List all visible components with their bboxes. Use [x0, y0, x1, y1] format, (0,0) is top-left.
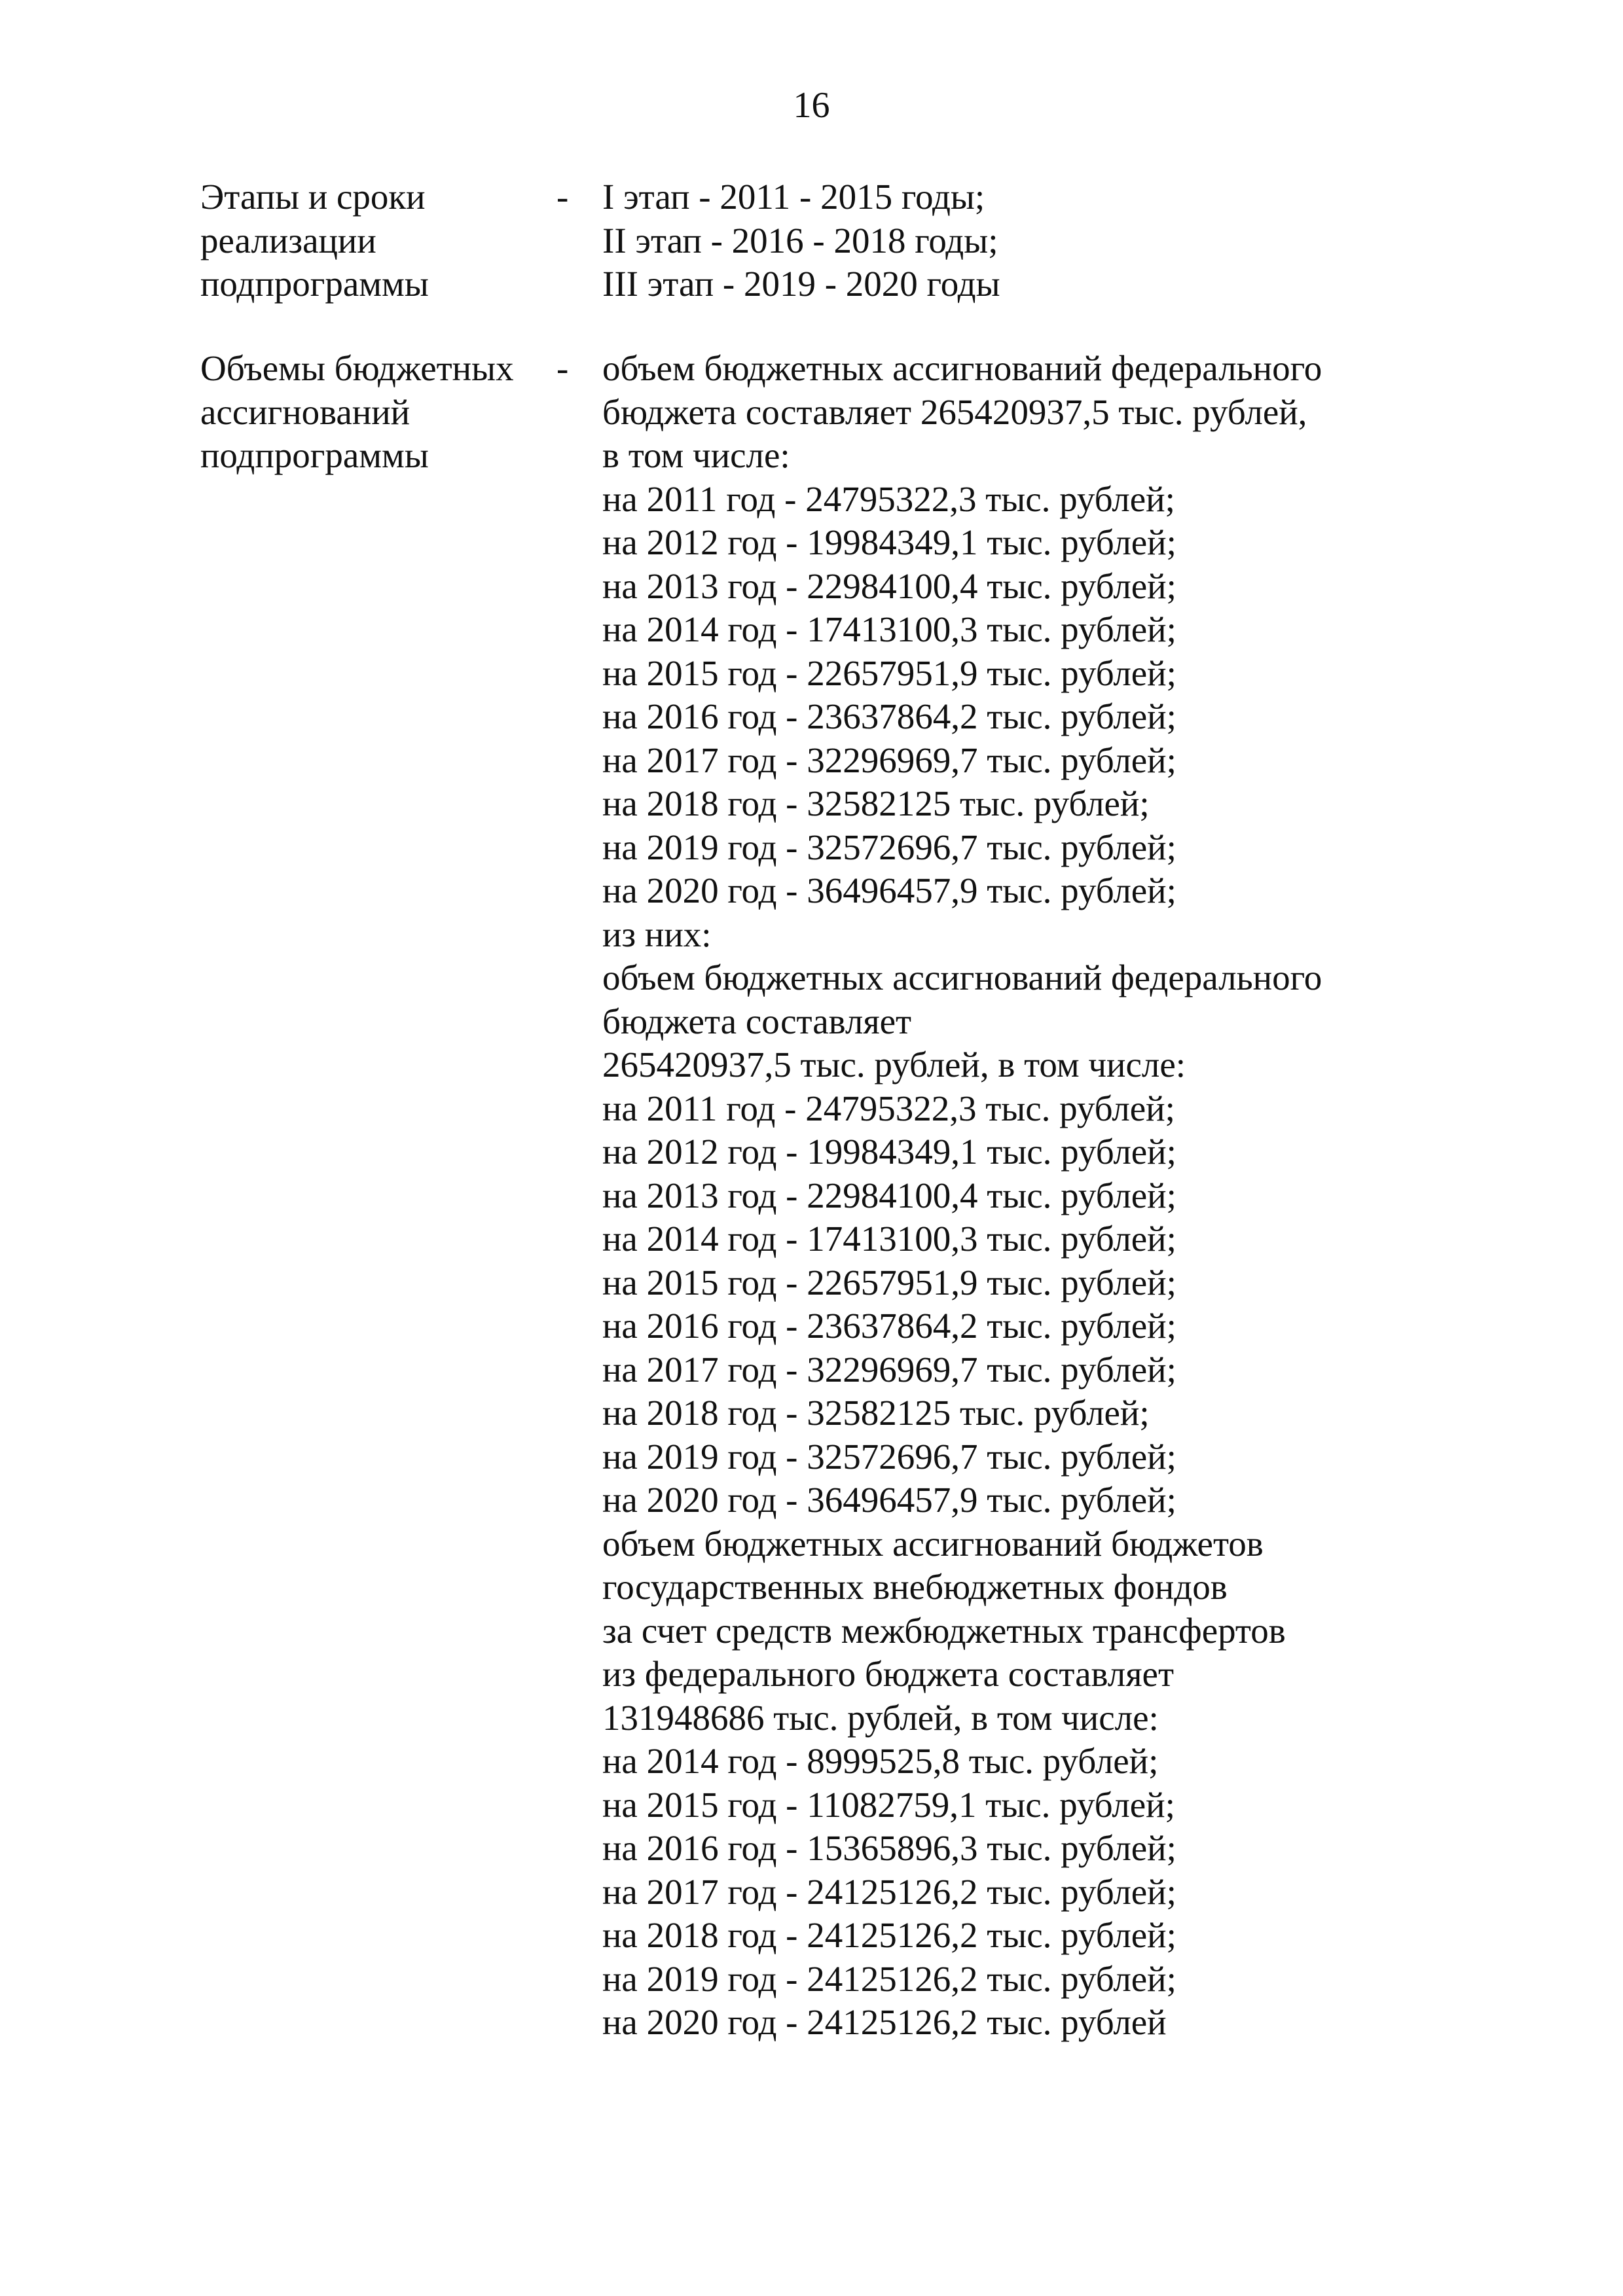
text-line: 131948686 тыс. рублей, в том числе: [602, 1697, 1159, 1738]
stages-label-line: подпрограммы [200, 264, 429, 304]
text-line: на 2011 год - 24795322,3 тыс. рублей; [602, 478, 1175, 519]
text-line: на 2019 год - 32572696,7 тыс. рублей; [602, 1436, 1176, 1477]
text-line: на 2015 год - 22657951,9 тыс. рублей; [602, 653, 1176, 693]
stages-dash: - [556, 177, 569, 217]
text-line: на 2016 год - 23637864,2 тыс. рублей; [602, 696, 1176, 736]
text-line: I этап - 2011 - 2015 годы; [602, 177, 985, 217]
text-line: из них: [602, 914, 712, 954]
text-line: на 2018 год - 32582125 тыс. рублей; [602, 783, 1150, 823]
text-line: на 2020 год - 36496457,9 тыс. рублей; [602, 1480, 1176, 1520]
stages-label-line: реализации [200, 220, 376, 260]
text-line: в том числе: [602, 435, 790, 475]
text-line: на 2018 год - 32582125 тыс. рублей; [602, 1393, 1150, 1433]
text-line: бюджета составляет [602, 1001, 912, 1041]
page-number: 16 [793, 85, 830, 126]
budget-label [200, 347, 541, 478]
text-line: III этап - 2019 - 2020 годы [602, 264, 1000, 304]
text-line: на 2017 год - 32296969,7 тыс. рублей; [602, 1349, 1176, 1390]
budget-label-line: Объемы бюджетных [200, 348, 514, 388]
text-line: из федерального бюджета составляет [602, 1654, 1174, 1694]
text-line: на 2015 год - 11082759,1 тыс. рублей; [602, 1784, 1175, 1825]
text-line: на 2017 год - 32296969,7 тыс. рублей; [602, 740, 1176, 780]
text-line: на 2013 год - 22984100,4 тыс. рублей; [602, 565, 1176, 606]
text-line: бюджета составляет 265420937,5 тыс. рублей, [602, 391, 1307, 432]
text-line: объем бюджетных ассигнований федерального [602, 348, 1322, 388]
text-line: на 2020 год - 24125126,2 тыс. рублей [602, 2002, 1167, 2042]
text-line: на 2019 год - 32572696,7 тыс. рублей; [602, 827, 1176, 867]
text-line: объем бюджетных ассигнований бюджетов [602, 1523, 1264, 1564]
text-line: на 2013 год - 22984100,4 тыс. рублей; [602, 1175, 1176, 1215]
text-line: объем бюджетных ассигнований федерального [602, 958, 1322, 997]
budget-label-line: ассигнований [200, 391, 410, 432]
budget-label-line: подпрограммы [200, 435, 429, 475]
text-line: на 2017 год - 24125126,2 тыс. рублей; [602, 1871, 1176, 1912]
text-line: государственных внебюджетных фондов [602, 1567, 1228, 1607]
text-line: на 2012 год - 19984349,1 тыс. рублей; [602, 1132, 1176, 1172]
budget-content [602, 347, 1453, 2045]
text-line: на 2014 год - 17413100,3 тыс. рублей; [602, 1219, 1176, 1259]
text-line: на 2018 год - 24125126,2 тыс. рублей; [602, 1915, 1176, 1955]
stages-label [200, 175, 541, 306]
text-line: на 2020 год - 36496457,9 тыс. рублей; [602, 870, 1176, 910]
text-line: на 2015 год - 22657951,9 тыс. рублей; [602, 1262, 1176, 1302]
text-line: за счет средств межбюджетных трансфертов [602, 1610, 1286, 1651]
text-line: 265420937,5 тыс. рублей, в том числе: [602, 1045, 1186, 1085]
text-line: на 2014 год - 17413100,3 тыс. рублей; [602, 609, 1176, 649]
stages-content [602, 175, 1453, 306]
text-line: на 2016 год - 15365896,3 тыс. рублей; [602, 1828, 1176, 1868]
stages-label-line: Этапы и сроки [200, 177, 426, 217]
text-line: на 2012 год - 19984349,1 тыс. рублей; [602, 522, 1176, 562]
text-line: на 2014 год - 8999525,8 тыс. рублей; [602, 1741, 1159, 1781]
text-line: на 2011 год - 24795322,3 тыс. рублей; [602, 1088, 1175, 1128]
budget-dash: - [556, 348, 569, 388]
text-line: на 2016 год - 23637864,2 тыс. рублей; [602, 1306, 1176, 1346]
text-line: II этап - 2016 - 2018 годы; [602, 220, 998, 260]
text-line: на 2019 год - 24125126,2 тыс. рублей; [602, 1958, 1176, 1999]
